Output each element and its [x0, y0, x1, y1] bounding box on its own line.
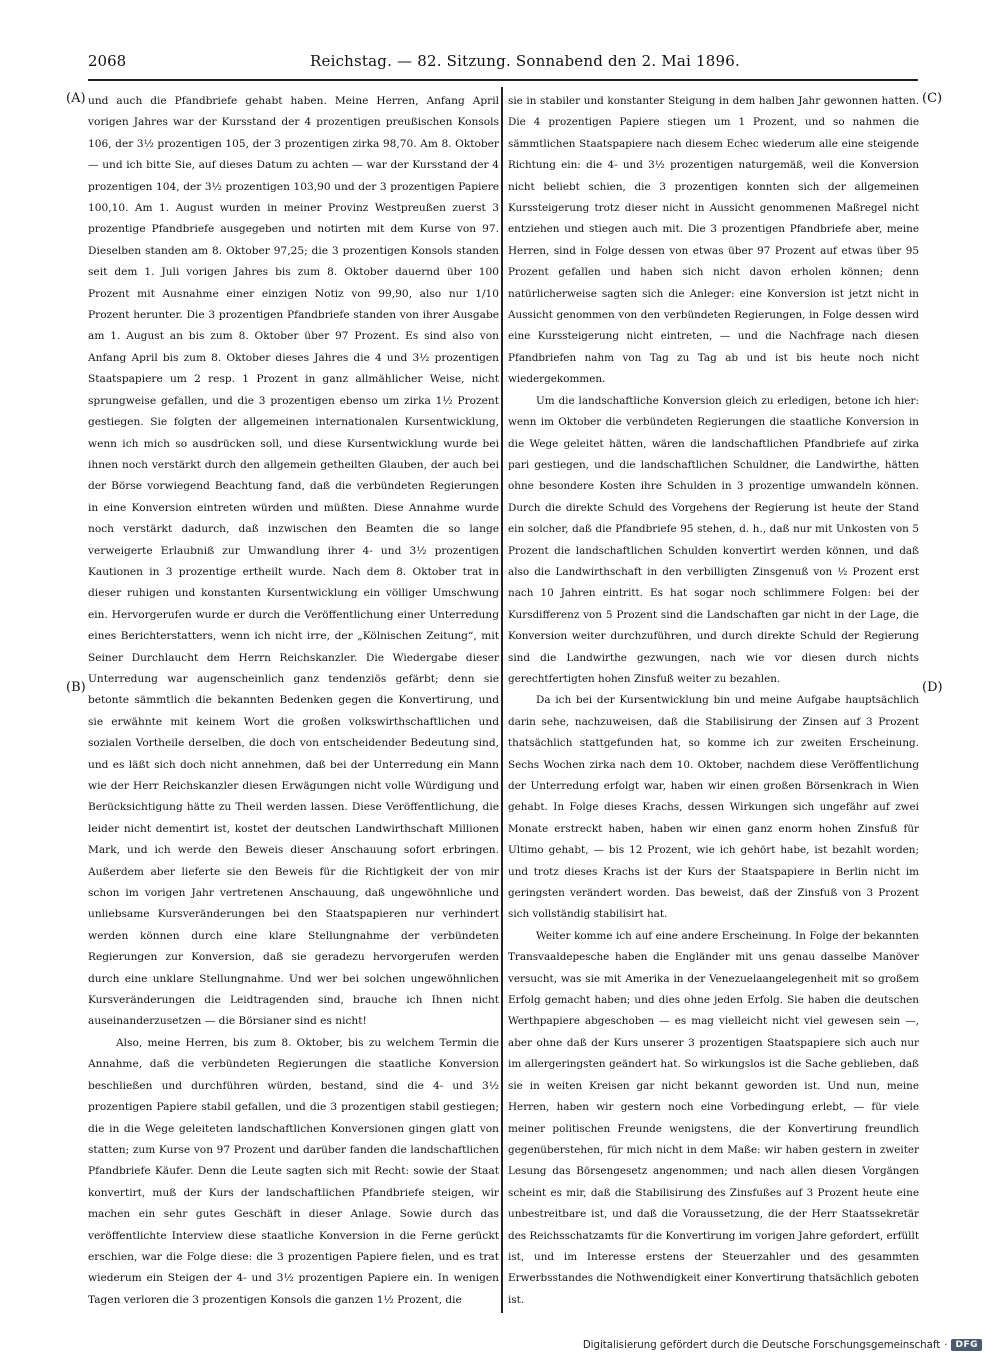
column-divider: [501, 87, 503, 1313]
paragraph: und auch die Pfandbriefe gehabt haben. Meine Herren, Anfang April vorigen Jahres war der Kursstand der 4 prozentigen preußischen Konsols 106, der 3½ prozentigen 105, der 3 prozentigen zirka 98,70. Am 8. Oktober — und ich bitte Sie, auf dieses Datum zu achten — war der Kursstand der 4 prozentigen 104, der 3½ prozentigen 103,90 und der 3 prozentigen Papiere 100,10. Am 1. August wurden in meiner Provinz Westpreußen zuerst 3 prozentige Pfandbriefe ausgegeben und notirten mit dem Kurse von 97. Dieselben standen am 8. Oktober 97,25; die 3 prozentigen Konsols standen seit dem 1. Juli vorigen Jahres bis zum 8. Oktober dauernd über 100 Prozent mit Ausnahme einer einzigen Notiz von 99,90, also nur 1/10 Prozent herunter. Die 3 prozentigen Pfandbriefe standen von ihrer Ausgabe am 1. August an bis zum 8. Oktober über 97 Prozent. Es sind also von Anfang April bis zum 8. Oktober dieses Jahres die 4 und 3½ prozentigen Staatspapiere um 2 resp. 1 Prozent in ganz allmählicher Weise, nicht sprungweise gefallen, und die 3 prozentigen ebenso um zirka 1½ Prozent gestiegen. Sie folgten der allgemeinen internationalen Kursentwicklung, wenn ich mich so ausdrücken soll, und diese Kursentwicklung wurde bei ihnen noch verstärkt durch den allgemein getheilten Glauben, der auch bei der Börse vorwiegend Beachtung fand, daß die verbündeten Regierungen in eine Konversion eintreten würden und müßten. Diese Annahme wurde noch verstärkt dadurch, daß inzwischen den Beamten die so lange verweigerte Erlaubniß zur Umwandlung ihrer 4- und 3½ prozentigen Kautionen in 3 prozentige ertheilt wurde. Nach dem 8. Oktober trat in dieser ruhigen und konstanten Kursentwicklung ein völliger Umschwung ein. Hervorgerufen wurde er durch die Veröffentlichung einer Unterredung eines Berichterstatters, wenn ich nicht irre, der „Kölnischen Zeitung“, mit Seiner Durchlaucht dem Herrn Reichskanzler. Die Wiedergabe dieser Unterredung war augenscheinlich ganz tendenziös gefärbt; denn sie betonte sämmtlich die bekannten Bedenken gegen die Konvertirung, und sie erwähnte mit keinem Wort die großen volkswirthschaftlichen und sozialen Vortheile derselben, die doch von entscheidender Bedeutung sind, und es läßt sich doch nicht annehmen, daß bei der Unterredung ein Mann wie der Herr Reichskanzler diesen Erwägungen nicht volle Würdigung und Berücksichtigung hätte zu Theil werden lassen. Diese Veröffentlichung, die leider nicht dementirt ist, kostet der deutschen Landwirthschaft Millionen Mark, und ich werde den Beweis dieser Anschauung sofort erbringen. Außerdem aber lieferte sie den Beweis für die Richtigkeit der von mir schon im vorigen Jahr vertretenen Anschauung, daß ungewöhnliche und unliebsame Kursveränderungen bei den Staatspapieren nur verhindert werden können durch eine klare Stellungnahme der verbündeten Regierungen zur Konversion, daß sie geradezu hervorgerufen werden durch eine unklare Stellungnahme. Und wer bei solchen ungewöhnlichen Kursveränderungen die Leidtragenden sind, brauche ich Ihnen nicht auseinanderzusetzen — die Börsianer sind es nicht!: [88, 95, 499, 1028]
footer-text: Digitalisierung gefördert durch die Deutsche Forschungsgemeinschaft: [582, 1339, 941, 1351]
paragraph: sie in stabiler und konstanter Steigung in dem halben Jahr gewonnen hatten. Die 4 prozentigen Papiere stiegen um 1 Prozent, und so nahmen die sämmtlichen Staatspapiere nach diesem Echec wiederum alle eine steigende Richtung ein: die 4- und 3½ prozentigen naturgemäß, weil die Konversion nicht beliebt schien, die 3 prozentigen konnten sich der allgemeinen Kurssteigerung trotz dieser nicht in Aussicht genommenen Maßregel nicht entziehen und stiegen auch mit. Die 3 prozentigen Pfandbriefe aber, meine Herren, sind in Folge dessen von etwas über 97 Prozent auf etwas über 95 Prozent gefallen und haben sich nicht davon erholen können; denn natürlicherweise sagten sich die Anleger: eine Konversion ist jetzt nicht in Aussicht genommen von den verbündeten Regierungen, in Folge dessen wird eine Kurssteigerung nicht eintreten, — und die Nachfrage nach diesen Pfandbriefen nahm von Tag zu Tag ab und ist bis heute noch nicht wiedergekommen.: [508, 95, 919, 386]
paragraph: Also, meine Herren, bis zum 8. Oktober, bis zu welchem Termin die Annahme, daß die verbündeten Regierungen die staatliche Konversion beschließen und durchführen würden, bestand, sind die 4- und 3½ prozentigen Papiere stabil gefallen, und die 3 prozentigen stabil gestiegen; die in die Wege geleiteten landschaftlichen Konversionen gingen glatt von statten; zum Kurse von 97 Prozent und darüber fanden die landschaftlichen Pfandbriefe Käufer. Denn die Leute sagten sich mit Recht: sowie der Staat konvertirt, muß der Kurs der landschaftlichen Pfandbriefe steigen, wir machen ein sehr gutes Geschäft in dieser Anlage. Sowie durch das veröffentlichte Interview diese staatliche Konversion in die Ferne gerückt erschien, war die Folge diese: die 3 prozentigen Papiere fielen, und es trat wiederum ein Steigen der 4- und 3½ prozentigen Papiere ein. In wenigen Tagen verloren die 3 prozentigen Konsols die ganzen 1½ Prozent, die: [88, 1036, 499, 1306]
margin-mark-b: (B): [66, 680, 86, 695]
margin-mark-a: (A): [66, 91, 86, 106]
running-title: Reichstag. — 82. Sitzung. Sonnabend den 2. Mai 1896.: [310, 52, 740, 70]
left-column: [88, 91, 499, 1311]
paragraph: Da ich bei der Kursentwicklung bin und meine Aufgabe hauptsächlich darin sehe, nachzuweisen, daß die Stabilisirung der Zinsen auf 3 Prozent thatsächlich stattgefunden hat, so komme ich zur zweiten Erscheinung. Sechs Wochen zirka nach dem 10. Oktober, nachdem diese Veröffentlichung der Unterredung erfolgt war, haben wir einen großen Börsenkrach in Wien gehabt. In Folge dieses Krachs, dessen Wirkungen sich ungefähr auf zwei Monate erstreckt haben, haben wir einen ganz enorm hohen Zinsfuß für Ultimo gehabt, — bis 12 Prozent, wie ich gehört habe, ist bezahlt worden; und trotz dieses Krachs ist der Kurs der Staatspapiere in Berlin nicht im geringsten verändert worden. Das beweist, daß der Zinsfuß von 3 Prozent sich vollständig stabilisirt hat.: [508, 694, 919, 921]
footer-credit: [583, 1339, 982, 1351]
page-header: [88, 52, 918, 76]
margin-mark-c: (C): [922, 91, 943, 106]
separator: ·: [944, 1339, 948, 1351]
margin-mark-d: (D): [922, 680, 943, 695]
dfg-logo-icon: DFG: [951, 1339, 982, 1351]
right-column: [508, 91, 919, 1311]
header-rule: [88, 79, 918, 81]
paragraph: Weiter komme ich auf eine andere Erscheinung. In Folge der bekannten Transvaaldepesche haben die Engländer mit uns genau dasselbe Manöver versucht, was sie mit Amerika in der Venezuelaangelegenheit mit so großem Erfolg gemacht haben; und dies ohne jeden Erfolg. Sie haben die deutschen Werthpapiere abgeschoben — es mag vielleicht nicht viel gewesen sein —, aber ohne daß der Kurs unserer 3 prozentigen Staatspapiere sich auch nur im allergeringsten geändert hat. So wirkungslos ist die Sache geblieben, daß sie in weiten Kreisen gar nicht bekannt geworden ist. Und nun, meine Herren, haben wir gestern noch eine Vorbedingung erlebt, — für viele meiner politischen Freunde wenigstens, die der Konvertirung freundlich gegenüberstehen, für mich nicht in dem Maße: wir haben gestern in zweiter Lesung das Börsengesetz angenommen; und nach allen diesen Vorgängen scheint es mir, daß die Stabilisirung des Zinsfußes auf 3 Prozent heute eine unbestreitbare ist, und daß die Voraussetzung, die der Herr Staatssekretär des Reichsschatzamts für die Konvertirung im vorigen Jahre gefordert, erfüllt ist, und im Interesse erstens der Steuerzahler und des gesammten Erwerbsstandes die Nothwendigkeit einer Konvertirung thatsächlich geboten ist.: [508, 929, 919, 1306]
page-number: 2068: [88, 52, 127, 70]
paragraph: Um die landschaftliche Konversion gleich zu erledigen, betone ich hier: wenn im Oktober die verbündeten Regierungen die staatliche Konversion in die Wege geleitet hätten, wären die landschaftlichen Pfandbriefe auf zirka pari gestiegen, und die landschaftlichen Schuldner, die Landwirthe, hätten ohne besondere Kosten ihre Schulden in 3 prozentige umwandeln können. Durch die direkte Schuld des Vorgehens der Regierung ist heute der Stand ein solcher, daß die Pfandbriefe 95 stehen, d. h., daß nur mit Unkosten von 5 Prozent die landschaftlichen Schulden konvertirt werden können, und daß also die Landwirthschaft in den verbilligten Zinsgenuß von ½ Prozent erst nach 10 Jahren eintritt. Es hat sogar noch schlimmere Folgen: bei der Kursdifferenz von 5 Prozent sind die Landschaften gar nicht in der Lage, die Konversion weiter durchzuführen, und durch direkte Schuld der Regierung sind die Landwirthe gezwungen, nach wie vor diesen durch nichts gerechtfertigten hohen Zinsfuß weiter zu bezahlen.: [508, 394, 919, 685]
